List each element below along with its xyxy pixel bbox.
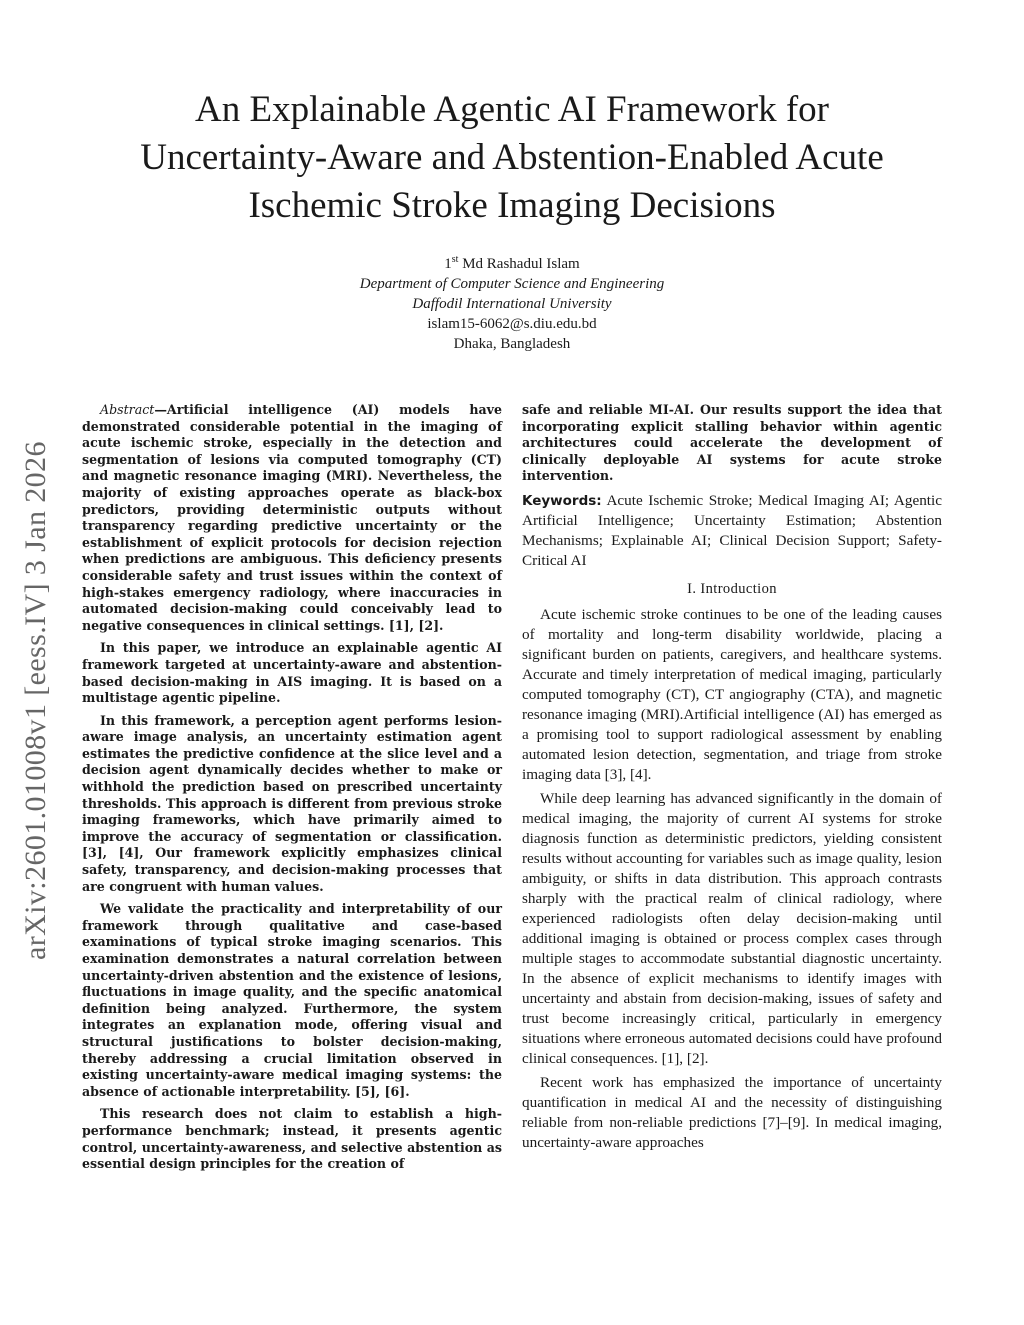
keywords-label: Keywords: <box>522 492 602 509</box>
right-column <box>522 402 942 1157</box>
intro-paragraph: Recent work has emphasized the importance of uncertainty quantification in medical AI and the necessity of distinguishing reliable from non-reliable predictions [7]–[9]. In medical imaging, uncertainty-aware approaches <box>522 1073 942 1151</box>
arxiv-stamp: arXiv:2601.01008v1 [eess.IV] 3 Jan 2026 <box>19 441 52 960</box>
author-name: Md Rashadul Islam <box>462 256 580 272</box>
abstract-dash: — <box>154 402 167 417</box>
abstract-paragraph: This research does not claim to establish a high-performance benchmark; instead, it presents agentic control, uncertainty-awareness, and selective abstention as essential design principles for the creation of <box>82 1106 502 1172</box>
abstract-paragraph: In this framework, a perception agent performs lesion-aware image analysis, an uncertainty estimation agent estimates the predictive confidence at the slice level and a decision agent dynamically decides whether to make or withhold the prediction based on prescribed uncertainty thresholds. This approach is different from previous stroke imaging frameworks, which have primarily aimed to improve the accuracy of segmentation or classification. [3], [4], Our framework explicitly emphasizes clinical safety, transparency, and decision-making processes that are congruent with human values. <box>82 712 502 894</box>
intro-paragraph: Acute ischemic stroke continues to be one of the leading causes of mortality and long-term disability worldwide, placing a significant burden on patients, caregivers, and healthcare systems. Accurate and timely interpretation of medical imaging, particularly computed tomography (CT), CT angiography (CTA), and magnetic resonance imaging (MRI).Artificial intelligence (AI) has emerged as a promising tool to support radiological assessment by enabling automated lesion detection, segmentation, and triage from stroke imaging data [3], [4]. <box>522 605 942 783</box>
author-ordinal-suffix: st <box>451 254 459 265</box>
abstract-paragraph: In this paper, we introduce an explainable agentic AI framework targeted at uncertainty-aware and abstention-based decision-making in AIS imaging. It is based on a multistage agentic pipeline. <box>82 640 502 706</box>
abstract-lead: Abstract <box>100 402 155 417</box>
title-line: Ischemic Stroke Imaging Decisions <box>248 185 776 226</box>
abstract-paragraph: We validate the practicality and interpretability of our framework through qualitative and case-based examinations of typical stroke imaging scenarios. This examination demonstrates a natural correlation between uncertainty-driven abstention and the existence of lesions, fluctuations in image quality, and the specific anatomical definition being analyzed. Furthermore, the system integrates an explanation mode, offering visual and structural justifications to bolster decision-making, thereby addressing a crucial limitation observed in existing uncertainty-aware medical imaging systems: the absence of actionable interpretability. [5], [6]. <box>82 901 502 1099</box>
abstract-continuation: safe and reliable MI-AI. Our results support the idea that incorporating explicit stalling behavior within agentic architectures could accelerate the development of clinically deployable AI systems for acute stroke intervention. <box>522 402 942 484</box>
author-ordinal: 1 <box>444 256 452 272</box>
keywords-text: Acute Ischemic Stroke; Medical Imaging AI; Agentic Artificial Intelligence; Uncertainty Estimation; Abstention Mechanisms; Explainable AI; Clinical Decision Support; Safety-Critical AI <box>522 491 942 569</box>
paper-title <box>60 86 964 230</box>
abstract-text: Artificial intelligence (AI) models have demonstrated considerable potential in the imaging of acute ischemic stroke, especially in the detection and segmentation of lesions via computed tomography (CT) and magnetic resonance imaging (MRI). Nevertheless, the majority of existing approaches operate as black-box predictors, providing deterministic outputs without transparency regarding predictive uncertainty or the establishment of explicit protocols for decision rejection when predictions are ambiguous. This deficiency presents considerable safety and trust issues within the context of high-stakes emergency radiology, where inaccuracies in automated decision-making could conceivably lead to negative consequences in clinical settings. [1], [2]. <box>82 402 502 633</box>
intro-paragraph: While deep learning has advanced significantly in the domain of medical imaging, the majority of current AI systems for stroke diagnosis function as deterministic predictors, yielding consistent results without accounting for variables such as image quality, lesion ambiguity, or shifts in data distribution. This approach contrasts sharply with the practical realm of clinical radiology, where experienced radiologists often delay decision-making until additional imaging is obtained or process complex cases through multiple stages to accommodate substantial diagnostic uncertainty. In the absence of explicit mechanisms to identify images with uncertainty and abstain from decision-making, issues of safety and trust become increasingly critical, particularly in emergency situations where erroneous automated decisions could have profound clinical consequences. [1], [2]. <box>522 789 942 1067</box>
author-name-line <box>200 250 824 274</box>
left-column <box>82 402 502 1179</box>
keywords <box>522 491 942 571</box>
title-line: Uncertainty-Aware and Abstention-Enabled Acute <box>140 137 884 178</box>
abstract-paragraph <box>82 402 502 634</box>
author-email: islam15-6062@s.diu.edu.bd <box>427 316 597 332</box>
title-line: An Explainable Agentic AI Framework for <box>195 89 829 130</box>
author-block <box>200 250 824 354</box>
author-location: Dhaka, Bangladesh <box>453 336 571 352</box>
section-heading: I. Introduction <box>687 580 777 597</box>
author-university: Daffodil International University <box>412 296 612 312</box>
author-department: Department of Computer Science and Engineering <box>359 276 665 292</box>
